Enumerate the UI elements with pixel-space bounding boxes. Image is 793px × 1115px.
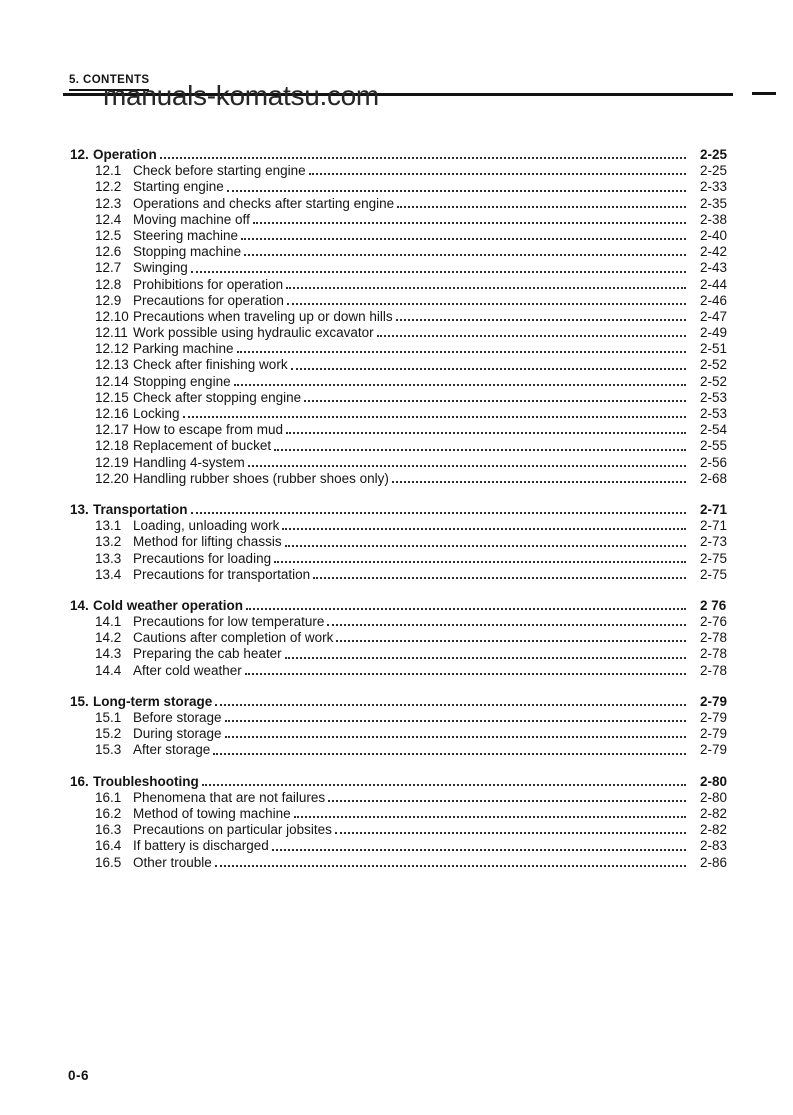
dot-leader — [285, 657, 686, 659]
toc-section-heading-row — [70, 502, 733, 518]
toc-entry-page: 2-56 — [690, 455, 733, 1115]
toc-entry-page: 2-76 — [690, 614, 733, 1115]
toc-entry-title: Stopping machine — [133, 244, 242, 260]
dot-leader — [160, 157, 686, 159]
toc-entry-title: Precautions for loading — [133, 550, 272, 566]
dot-leader — [313, 577, 686, 579]
toc-entry-title: During storage — [133, 726, 222, 742]
toc-entry-page: 2-47 — [690, 309, 733, 1115]
toc-section — [70, 694, 733, 759]
header-rule-dash — [752, 92, 776, 95]
toc-entry-number: 15.1 — [95, 710, 122, 725]
toc-entry-number: 12.5 — [95, 227, 122, 243]
toc-entry-page: 2-42 — [690, 244, 733, 1115]
toc-entry-page: 2-75 — [690, 567, 733, 1115]
toc-entry-row — [70, 710, 733, 726]
toc-entry-number: 12.14 — [95, 373, 129, 389]
table-of-contents — [70, 147, 733, 886]
toc-entry-page: 2-79 — [690, 726, 733, 1115]
dot-leader — [287, 303, 686, 305]
toc-entry-title: Moving machine off — [133, 211, 250, 227]
toc-entry-title: Loading, unloading work — [133, 518, 280, 534]
toc-entry-title: Other trouble — [133, 854, 212, 870]
toc-entry-title: Precautions for operation — [133, 292, 284, 308]
toc-entry-number: 13.3 — [95, 550, 122, 566]
toc-entry-row — [70, 357, 733, 373]
toc-section-number: 15. — [70, 693, 89, 709]
toc-entry-row — [70, 325, 733, 341]
dot-leader — [248, 465, 686, 467]
toc-entry-title: Steering machine — [133, 227, 239, 243]
dot-leader — [285, 545, 686, 547]
header-section-label: 5. CONTENTS — [69, 74, 149, 91]
toc-section-page: 2-79 — [690, 694, 733, 1115]
toc-entry-title: Handling rubber shoes (rubber shoes only) — [133, 470, 389, 486]
toc-entry-title: Phenomena that are not failures — [133, 789, 326, 805]
dot-leader — [272, 849, 686, 851]
toc-section — [70, 598, 733, 679]
toc-entry-number: 15.2 — [95, 726, 122, 742]
toc-entry-row — [70, 822, 733, 838]
toc-entry-title: Cautions after completion of work — [133, 630, 334, 646]
toc-entry-row — [70, 260, 733, 276]
toc-section-page: 2-25 — [690, 147, 733, 1115]
toc-entry-row — [70, 518, 733, 534]
dot-leader — [274, 449, 686, 451]
dot-leader — [286, 287, 686, 289]
toc-entry-title: Starting engine — [133, 179, 224, 195]
toc-entry-number: 12.18 — [95, 438, 129, 454]
dot-leader — [202, 784, 686, 786]
dot-leader — [191, 512, 686, 514]
toc-entry-page: 2-73 — [690, 534, 733, 1115]
toc-entry-number: 12.6 — [95, 244, 122, 260]
toc-entry-row — [70, 455, 733, 471]
toc-entry-number: 15.3 — [95, 742, 122, 758]
toc-entry-title: How to escape from mud — [133, 422, 284, 438]
dot-leader — [237, 351, 686, 353]
dot-leader — [304, 400, 686, 402]
toc-entry-row — [70, 309, 733, 325]
dot-leader — [336, 640, 686, 642]
dot-leader — [253, 222, 686, 224]
toc-section-title: Troubleshooting — [93, 773, 199, 789]
toc-entry-row — [70, 567, 733, 583]
toc-section-number: 14. — [70, 597, 89, 613]
toc-section-heading-row — [70, 147, 733, 163]
toc-entry-title: Precautions for transportation — [133, 566, 311, 582]
dot-leader — [274, 561, 686, 563]
dot-leader — [213, 753, 686, 755]
toc-entry-title: Check before starting engine — [133, 163, 306, 179]
toc-entry-page: 2-53 — [690, 406, 733, 1115]
toc-entry-row — [70, 630, 733, 646]
toc-entry-title: Prohibitions for operation — [133, 276, 284, 292]
toc-entry-title: Stopping engine — [133, 373, 231, 389]
toc-section-title: Transportation — [93, 501, 188, 517]
toc-entry-number: 12.11 — [95, 325, 128, 341]
toc-section-page: 2 76 — [690, 598, 733, 1115]
toc-entry-row — [70, 838, 733, 854]
toc-section-number: 16. — [70, 773, 89, 789]
toc-entry-title: Replacement of bucket — [133, 438, 272, 454]
dot-leader — [244, 254, 686, 256]
toc-entry-number: 16.5 — [95, 854, 122, 870]
toc-entry-number: 12.15 — [95, 389, 129, 405]
dot-leader — [225, 720, 686, 722]
dot-leader — [215, 865, 686, 867]
toc-entry-title: Precautions when traveling up or down hills — [133, 308, 393, 324]
toc-entry-page: 2-40 — [690, 228, 733, 1115]
toc-entry-number: 13.2 — [95, 534, 122, 550]
toc-entry-title: Check after finishing work — [133, 357, 288, 373]
toc-entry-row — [70, 614, 733, 630]
toc-entry-page: 2-78 — [690, 663, 733, 1115]
page-footer — [68, 1068, 89, 1083]
toc-entry-number: 12.12 — [95, 341, 129, 357]
toc-entry-page: 2-25 — [690, 163, 733, 1115]
toc-entry-row — [70, 663, 733, 679]
toc-section-title: Operation — [93, 147, 157, 162]
toc-entry-page: 2-38 — [690, 212, 733, 1115]
toc-entry-row — [70, 196, 733, 212]
toc-entry-row — [70, 806, 733, 822]
toc-entry-page: 2-53 — [690, 390, 733, 1115]
dot-leader — [309, 173, 686, 175]
toc-section-number: 13. — [70, 501, 89, 517]
toc-entry-number: 12.9 — [95, 292, 122, 308]
toc-entry-row — [70, 855, 733, 871]
toc-entry-page: 2-52 — [690, 357, 733, 1115]
toc-entry-row — [70, 422, 733, 438]
toc-entry-number: 14.2 — [95, 630, 122, 646]
toc-entry-row — [70, 406, 733, 422]
toc-entry-title: Method for lifting chassis — [133, 534, 282, 550]
toc-entry-page: 2-78 — [690, 646, 733, 1115]
toc-section — [70, 502, 733, 583]
toc-entry-number: 12.10 — [95, 308, 129, 324]
dot-leader — [396, 319, 686, 321]
toc-entry-page: 2-49 — [690, 325, 733, 1115]
toc-entry-page: 2-83 — [690, 838, 733, 1115]
toc-entry-row — [70, 212, 733, 228]
toc-entry-number: 12.3 — [95, 195, 122, 211]
toc-section-page: 2-80 — [690, 774, 733, 1115]
dot-leader — [183, 416, 686, 418]
toc-entry-page: 2-35 — [690, 196, 733, 1115]
dot-leader — [335, 832, 686, 834]
toc-entry-page: 2-79 — [690, 710, 733, 1115]
toc-entry-row — [70, 341, 733, 357]
toc-entry-number: 12.2 — [95, 179, 122, 195]
toc-entry-page: 2-75 — [690, 551, 733, 1115]
dot-leader — [328, 800, 686, 802]
dot-leader — [246, 608, 686, 610]
toc-section-heading-row — [70, 774, 733, 790]
toc-entry-page: 2-43 — [690, 260, 733, 1115]
dot-leader — [245, 673, 686, 675]
toc-entry-page: 2-55 — [690, 438, 733, 1115]
dot-leader — [397, 206, 686, 208]
toc-entry-title: If battery is discharged — [133, 838, 269, 854]
toc-entry-title: Method of towing machine — [133, 805, 291, 821]
toc-entry-title: Locking — [133, 406, 180, 421]
dot-leader — [282, 528, 686, 530]
toc-entry-page: 2-52 — [690, 374, 733, 1115]
toc-entry-row — [70, 277, 733, 293]
toc-entry-number: 12.16 — [95, 406, 129, 421]
toc-entry-number: 14.1 — [95, 614, 122, 630]
toc-entry-page: 2-82 — [690, 822, 733, 1115]
toc-entry-row — [70, 179, 733, 195]
dot-leader — [286, 432, 686, 434]
watermark-text: manuals-komatsu.com — [103, 80, 379, 111]
dot-leader — [327, 624, 686, 626]
toc-entry-page: 2-51 — [690, 341, 733, 1115]
toc-entry-page: 2-33 — [690, 179, 733, 1115]
dot-leader — [215, 704, 686, 706]
toc-entry-number: 12.8 — [95, 276, 122, 292]
toc-entry-page: 2-80 — [690, 790, 733, 1115]
toc-entry-row — [70, 790, 733, 806]
toc-entry-number: 13.4 — [95, 566, 122, 582]
toc-entry-title: Parking machine — [133, 341, 234, 357]
toc-entry-title: Preparing the cab heater — [133, 646, 282, 662]
toc-entry-title: After storage — [133, 742, 211, 758]
toc-entry-row — [70, 244, 733, 260]
toc-entry-title: Before storage — [133, 710, 222, 725]
toc-entry-number: 12.13 — [95, 357, 129, 373]
toc-entry-row — [70, 228, 733, 244]
toc-entry-page: 2-68 — [690, 471, 733, 1115]
toc-entry-title: After cold weather — [133, 662, 242, 678]
toc-entry-title: Work possible using hydraulic excavator — [133, 325, 374, 341]
toc-entry-page: 2-82 — [690, 806, 733, 1115]
toc-entry-row — [70, 293, 733, 309]
dot-leader — [291, 368, 686, 370]
toc-entry-number: 12.1 — [95, 163, 122, 179]
toc-entry-row — [70, 551, 733, 567]
toc-entry-row — [70, 646, 733, 662]
toc-entry-page: 2-46 — [690, 293, 733, 1115]
toc-section — [70, 774, 733, 871]
toc-entry-page: 2-71 — [690, 518, 733, 1115]
toc-entry-number: 16.2 — [95, 805, 122, 821]
toc-entry-page: 2-54 — [690, 422, 733, 1115]
toc-entry-row — [70, 438, 733, 454]
toc-entry-number: 14.3 — [95, 646, 122, 662]
toc-entry-number: 14.4 — [95, 662, 122, 678]
toc-entry-title: Precautions on particular jobsites — [133, 822, 332, 838]
footer-page-number: 0-6 — [68, 1068, 90, 1083]
toc-entry-title: Operations and checks after starting engine — [133, 195, 395, 211]
toc-section-title: Cold weather operation — [93, 597, 244, 613]
toc-entry-number: 16.1 — [95, 789, 122, 805]
toc-section-number: 12. — [70, 147, 89, 162]
dot-leader — [227, 190, 686, 192]
toc-entry-row — [70, 390, 733, 406]
toc-entry-title: Swinging — [133, 260, 188, 276]
toc-entry-number: 12.17 — [95, 422, 129, 438]
toc-entry-title: Check after stopping engine — [133, 389, 302, 405]
dot-leader — [241, 238, 686, 240]
dot-leader — [377, 335, 686, 337]
toc-entry-row — [70, 471, 733, 487]
toc-entry-number: 16.3 — [95, 822, 122, 838]
dot-leader — [191, 271, 686, 273]
toc-entry-title: Precautions for low temperature — [133, 614, 325, 630]
toc-entry-row — [70, 374, 733, 390]
toc-section-heading-row — [70, 598, 733, 614]
dot-leader — [225, 736, 686, 738]
toc-section — [70, 147, 733, 487]
toc-entry-number: 12.4 — [95, 211, 122, 227]
dot-leader — [392, 481, 686, 483]
toc-entry-number: 16.4 — [95, 838, 122, 854]
toc-entry-title: Handling 4-system — [133, 454, 245, 470]
toc-entry-page: 2-44 — [690, 277, 733, 1115]
toc-entry-number: 12.19 — [95, 454, 129, 470]
toc-entry-row — [70, 726, 733, 742]
toc-entry-page: 2-78 — [690, 630, 733, 1115]
toc-section-heading-row — [70, 694, 733, 710]
toc-section-title: Long-term storage — [93, 693, 213, 709]
toc-entry-number: 12.20 — [95, 470, 129, 486]
toc-section-page: 2-71 — [690, 502, 733, 1115]
toc-entry-row — [70, 742, 733, 758]
toc-entry-page: 2-79 — [690, 742, 733, 1115]
toc-entry-row — [70, 163, 733, 179]
dot-leader — [294, 816, 686, 818]
toc-entry-row — [70, 534, 733, 550]
toc-entry-number: 12.7 — [95, 260, 122, 276]
dot-leader — [234, 384, 686, 386]
toc-entry-number: 13.1 — [95, 518, 122, 534]
toc-entry-page: 2-86 — [690, 855, 733, 1115]
